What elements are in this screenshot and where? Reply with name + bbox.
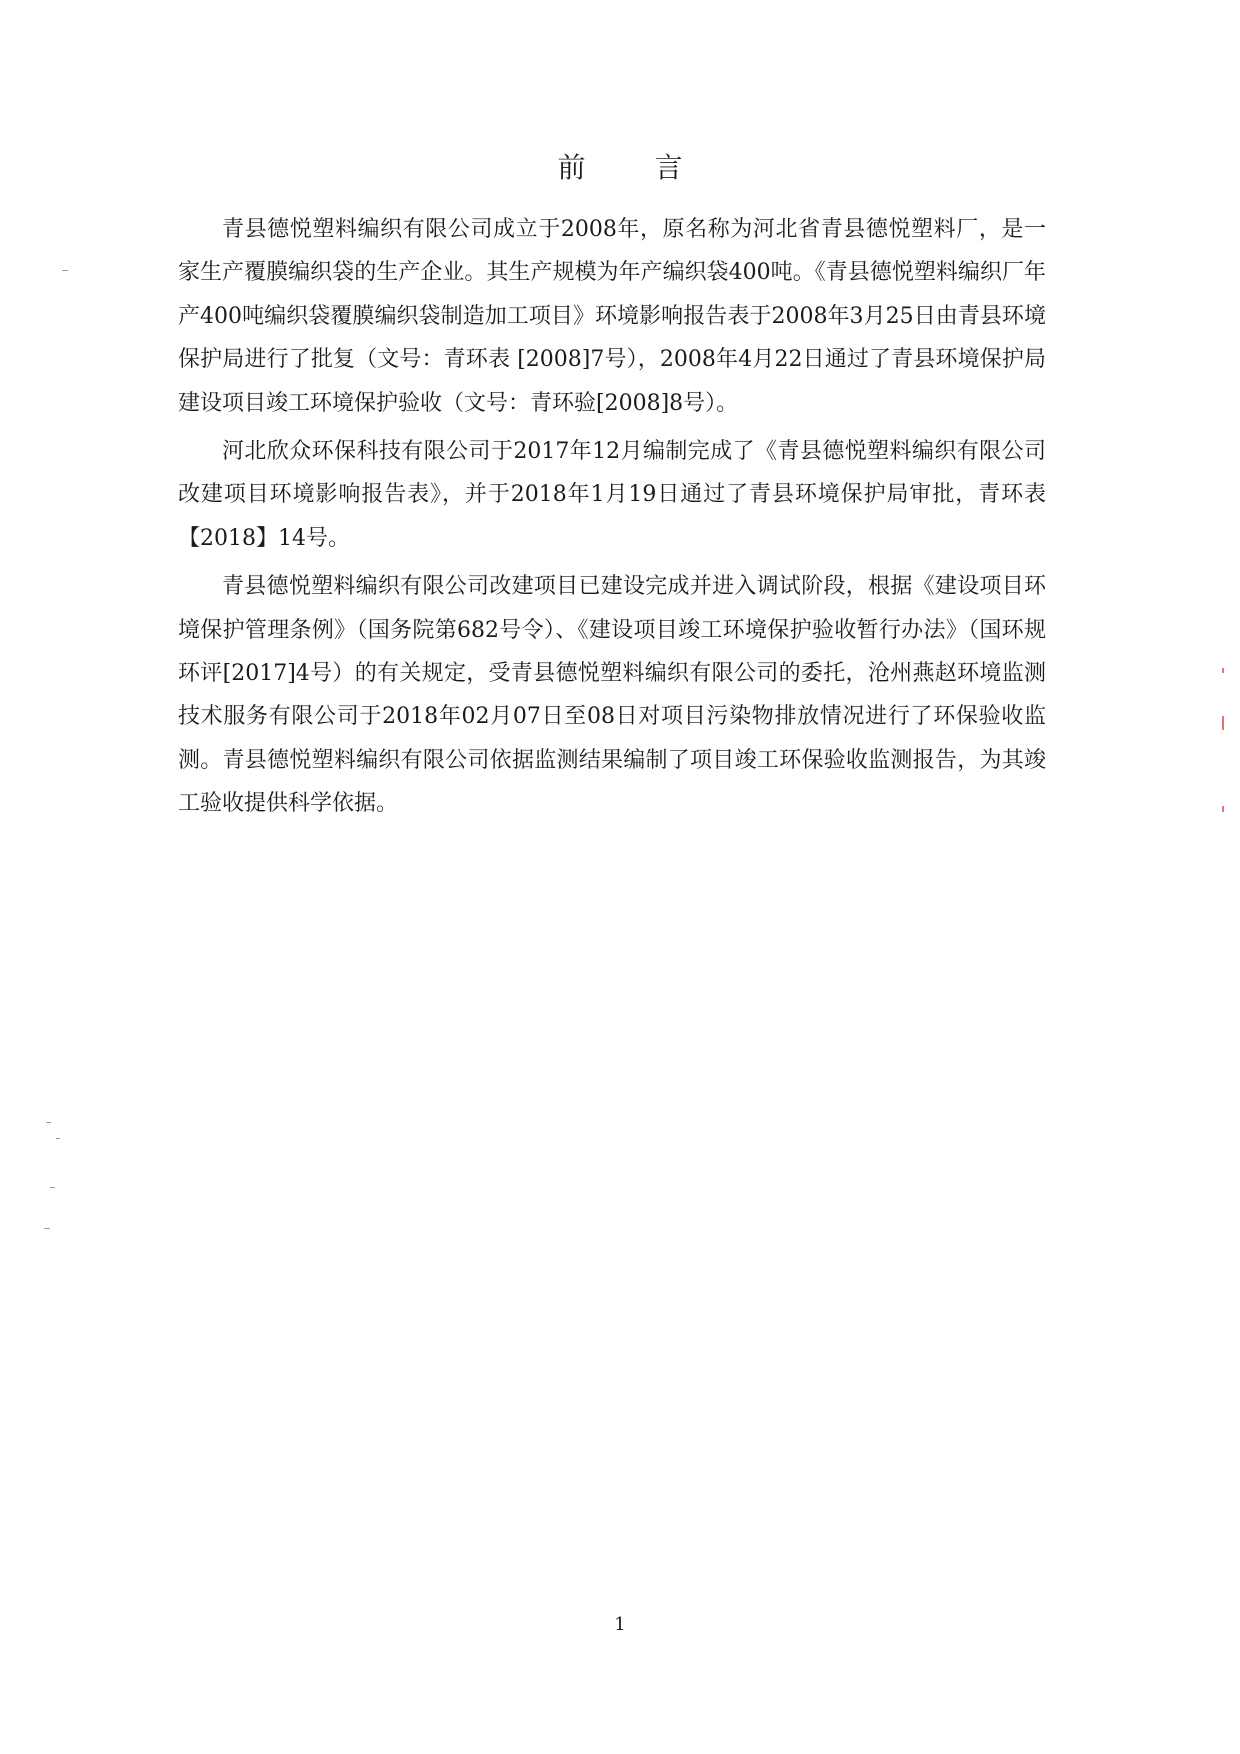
paragraph-company-history: 青县德悦塑料编织有限公司成立于2008年，原名称为河北省青县德悦塑料厂，是一家生产覆膜编织袋的生产企业。其生产规模为年产编织袋400吨。《青县德悦塑料编织厂年产400吨编织袋覆膜编织袋制造加工项目》环境影响报告表于2008年3月25日由青县环境保护局进行了批复（文号：青环表 [2008]7号），2008年4月22日通过了青县环境保护局建设项目竣工环境保护验收（文号：青环验[2008]8号）。	[178, 217, 1046, 416]
page-number: 1	[614, 1614, 626, 1635]
scan-speck	[56, 1138, 60, 1139]
paragraph-eia-report: 河北欣众环保科技有限公司于2017年12月编制完成了《青县德悦塑料编织有限公司改建项目环境影响报告表》，并于2018年1月19日通过了青县环境保护局审批，青环表【2018】14号。	[178, 439, 1046, 551]
page-title: 前 言	[557, 151, 713, 184]
preface-body	[178, 208, 1046, 831]
scan-speck	[62, 270, 68, 271]
scan-edge-mark	[1222, 806, 1224, 812]
scan-edge-mark	[1222, 716, 1224, 730]
scan-speck	[46, 1122, 51, 1123]
scan-speck	[50, 1187, 55, 1188]
scan-speck	[44, 1228, 50, 1229]
scan-edge-mark	[1222, 668, 1224, 673]
paragraph-acceptance-monitoring: 青县德悦塑料编织有限公司改建项目已建设完成并进入调试阶段，根据《建设项目环境保护管理条例》（国务院第682号令）、《建设项目竣工环境保护验收暂行办法》（国环规环评[2017]4号）的有关规定，受青县德悦塑料编织有限公司的委托，沧州燕赵环境监测技术服务有限公司于2018年02月07日至08日对项目污染物排放情况进行了环保验收监测。青县德悦塑料编织有限公司依据监测结果编制了项目竣工环保验收监测报告，为其竣工验收提供科学依据。	[178, 574, 1046, 817]
